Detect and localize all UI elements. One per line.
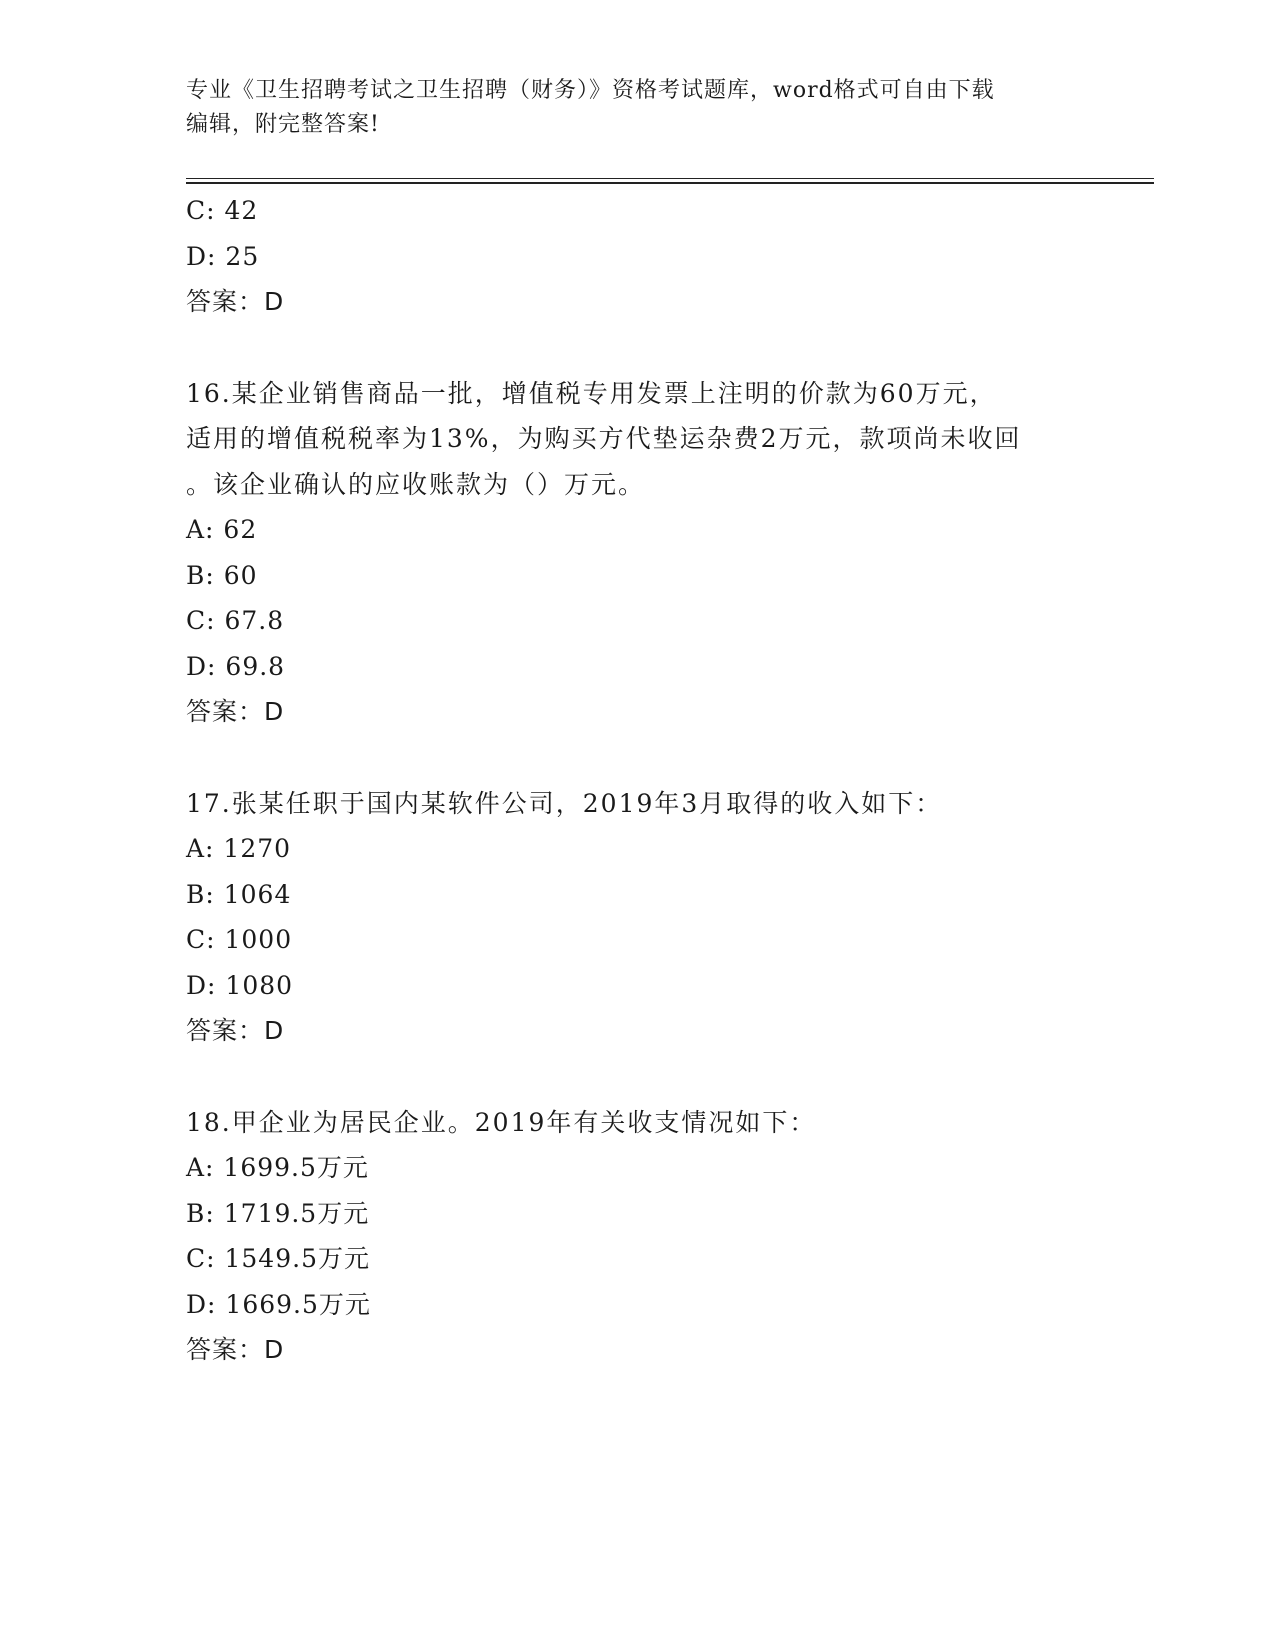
header-line-1: 专业《卫生招聘考试之卫生招聘（财务）》资格考试题库，word格式可自由下载 [186,78,995,103]
option-c: C: 67.8 [186,606,285,635]
previous-question-tail [186,188,1086,325]
answer: 答案：D [186,1335,285,1364]
option-a: A: 62 [186,515,258,544]
question-list [186,188,1086,1373]
answer: 答案：D [186,287,285,316]
question-18 [186,1100,1086,1373]
option-c: C: 1000 [186,925,293,954]
document-header [186,74,1066,142]
question-text-line: 16.某企业销售商品一批，增值税专用发票上注明的价款为60万元， [186,378,997,408]
option-d: D: 25 [186,241,260,271]
question-text [186,1100,1086,1146]
question-16 [186,371,1086,735]
header-line-2: 编辑，附完整答案! [186,112,380,137]
option-b: B: 1064 [186,879,292,909]
option-d: D: 1080 [186,970,294,1000]
question-text-line: 。该企业确认的应收账款为（）万元。 [186,469,646,499]
answer: 答案：D [186,1016,285,1045]
option-c: C: 1549.5万元 [186,1244,370,1273]
option-a: A: 1699.5万元 [186,1153,369,1182]
option-d: D: 1669.5万元 [186,1289,371,1319]
option-a: A: 1270 [186,834,292,863]
answer: 答案：D [186,697,285,726]
header-divider-thick [186,182,1154,184]
question-text [186,781,1086,827]
option-b: B: 1719.5万元 [186,1198,370,1228]
question-text-line: 17.张某任职于国内某软件公司，2019年3月取得的收入如下： [186,788,943,818]
question-text-line: 适用的增值税税率为13%，为购买方代垫运杂费2万元，款项尚未收回 [186,424,1022,453]
question-text-line: 18.甲企业为居民企业。2019年有关收支情况如下： [186,1107,817,1137]
question-17 [186,781,1086,1054]
header-divider-thin [186,178,1154,179]
option-b: B: 60 [186,560,258,590]
question-text [186,371,1086,508]
option-c: C: 42 [186,196,259,225]
option-d: D: 69.8 [186,651,286,681]
